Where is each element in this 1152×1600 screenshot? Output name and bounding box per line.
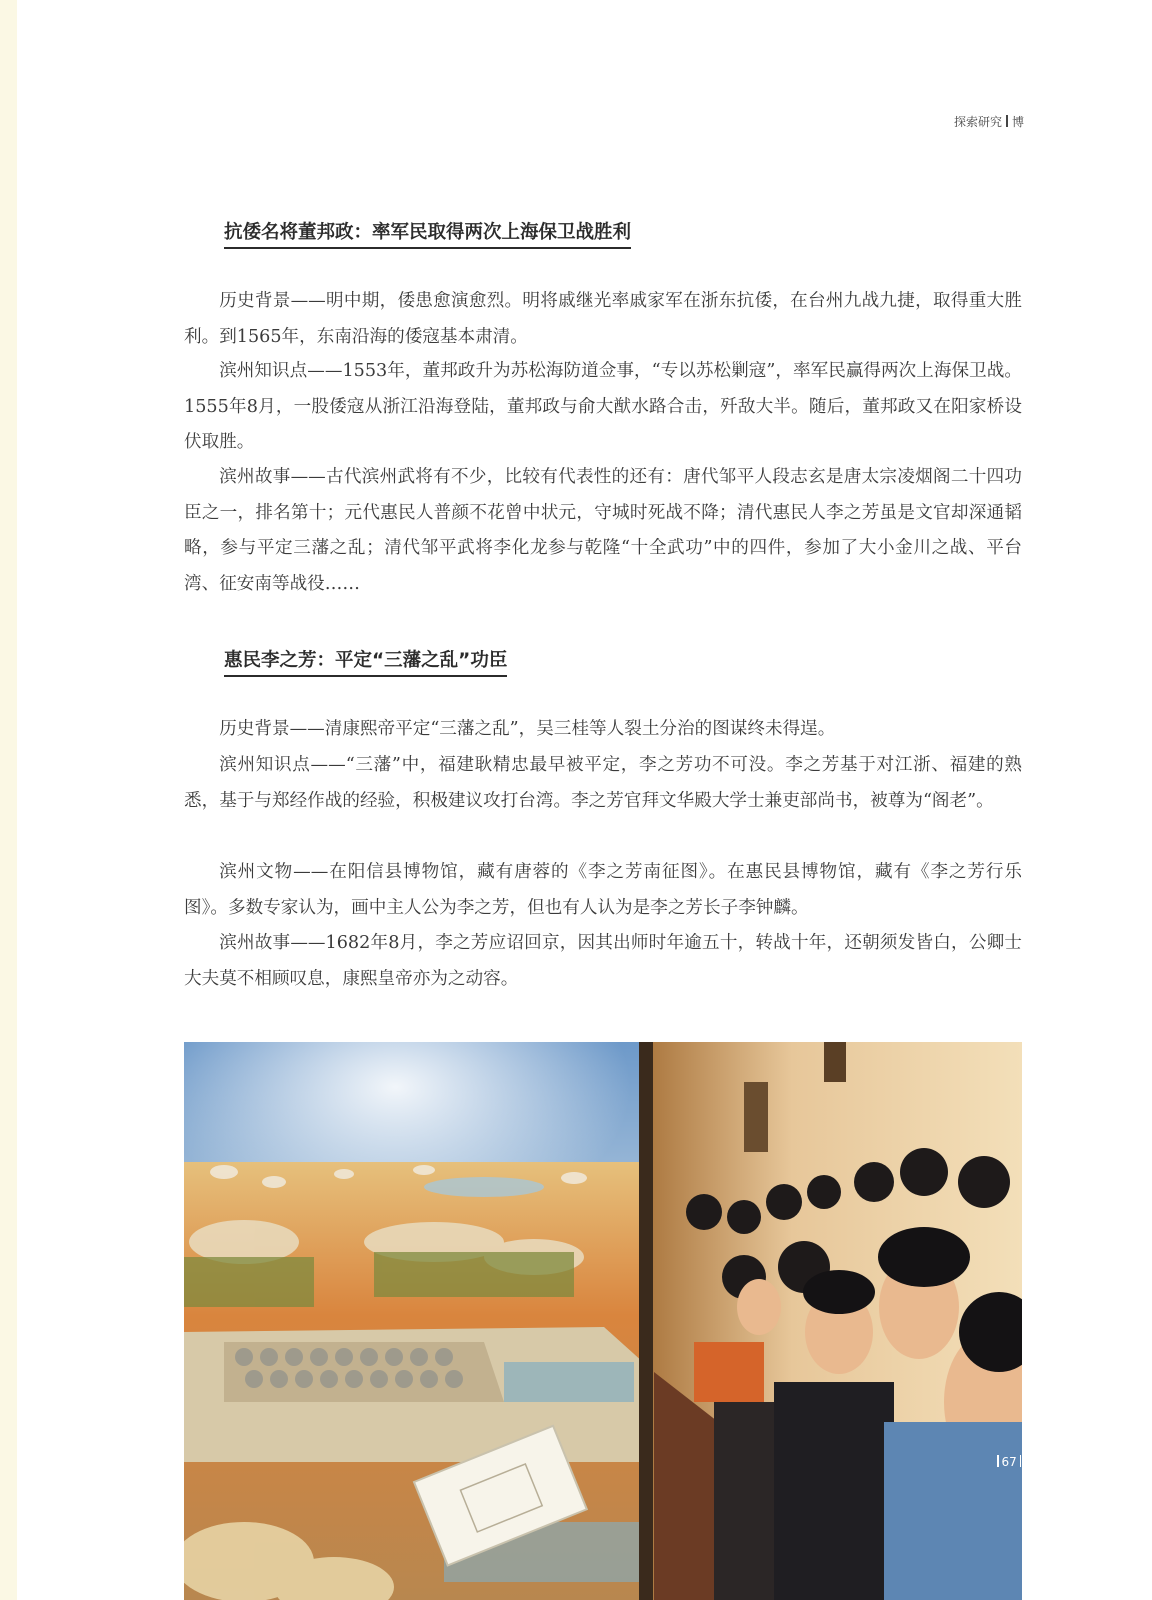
section-title-li-zhifang: 惠民李之芳：平定“三藩之乱”功臣 [224, 648, 507, 677]
paragraph: 滨州知识点——“三藩”中，福建耿精忠最早被平定，李之芳功不可没。李之芳基于对江浙、福建的熟悉，基于与郑经作战的经验，积极建议攻打台湾。李之芳官拜文华殿大学士兼吏部尚书，被尊为“阁老”。 [184, 755, 1022, 811]
paragraph: 滨州故事——古代滨州武将有不少，比较有代表性的还有：唐代邹平人段志玄是唐太宗凌烟阁二十四功臣之一，排名第十；元代惠民人普颜不花曾中状元，守城时死战不降；清代惠民人李之芳虽是文官却深通韬略，参与平定三藩之乱；清代邹平武将李化龙参与乾隆“十全武功”中的四件，参加了大小金川之战、平台湾、征安南等战役…… [184, 467, 1022, 594]
header-divider [1006, 115, 1008, 127]
paragraph: 历史背景——清康熙帝平定“三藩之乱”，吴三桂等人裂土分治的图谋终未得逞。 [219, 719, 836, 739]
page-edge-strip [0, 0, 17, 1600]
section-title-dong-bangzheng: 抗倭名将董邦政：率军民取得两次上海保卫战胜利 [224, 220, 631, 249]
page-number-bar [997, 1455, 999, 1467]
paragraph: 滨州知识点——1553年，董邦政升为苏松海防道佥事，“专以苏松剿寇”，率军民赢得两次上海保卫战。1555年8月，一股倭寇从浙江沿海登陆，董邦政与俞大猷水路合击，歼敌大半。随后，董邦政又在阳家桥设伏取胜。 [184, 361, 1022, 452]
paragraph: 历史背景——明中期，倭患愈演愈烈。明将戚继光率戚家军在浙东抗倭，在台州九战九捷，取得重大胜利。到1565年，东南沿海的倭寇基本肃清。 [184, 291, 1022, 347]
paragraph: 滨州故事——1682年8月，李之芳应诏回京，因其出师时年逾五十，转战十年，还朝须发皆白，公卿士大夫莫不相顾叹息，康熙皇帝亦为之动容。 [184, 933, 1022, 989]
running-header-section: 探索研究 [953, 115, 1002, 129]
page-number-bar [1020, 1455, 1022, 1467]
museum-exhibit-photo [184, 1042, 1022, 1600]
running-header [954, 113, 1024, 130]
running-header-tag: 博 [1011, 115, 1024, 129]
page-number-value: 67 [1001, 1455, 1017, 1469]
paragraph: 滨州文物——在阳信县博物馆，藏有唐蓉的《李之芳南征图》。在惠民县博物馆，藏有《李之芳行乐图》。多数专家认为，画中主人公为李之芳，但也有人认为是李之芳长子李钟麟。 [184, 862, 1022, 918]
page-number [994, 1455, 1024, 1469]
